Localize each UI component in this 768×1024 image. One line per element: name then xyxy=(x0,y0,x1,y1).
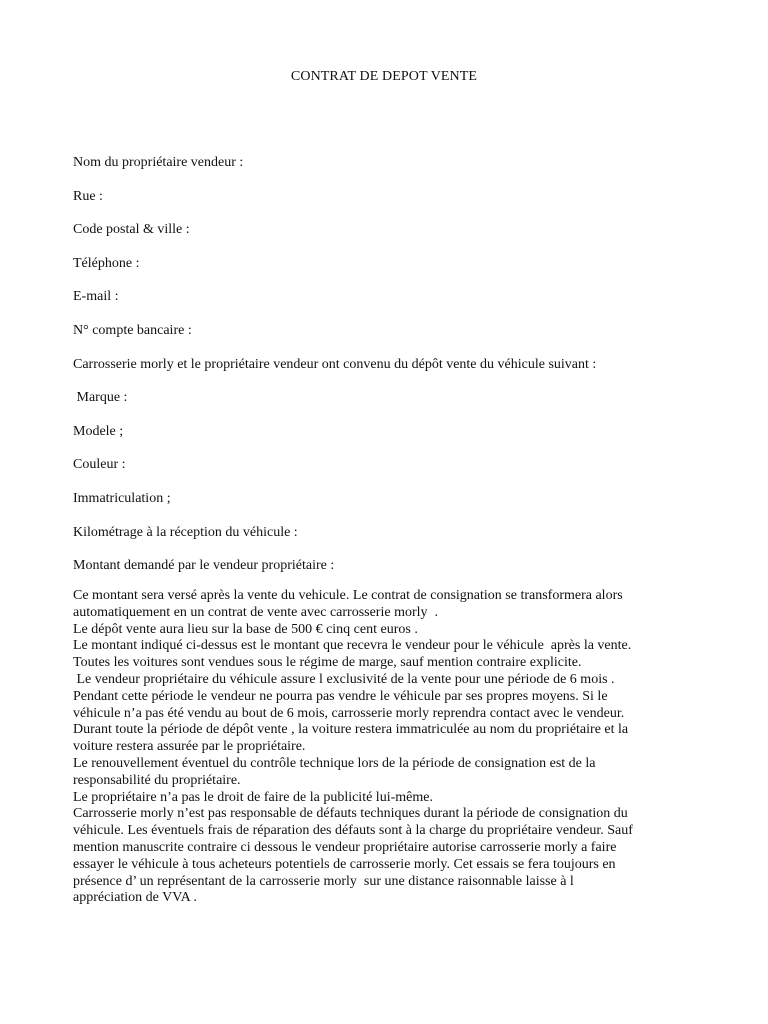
field-model: Modele ; xyxy=(73,423,124,439)
field-postal-city: Code postal & ville : xyxy=(73,222,190,238)
field-bank-account: N° compte bancaire : xyxy=(73,322,192,338)
terms-line: Ce montant sera versé après la vente du vehicule. Le contrat de consignation se transformera alors xyxy=(73,588,623,603)
terms-line: mention manuscrite contraire ci dessous le vendeur propriétaire autorise carrosserie morly a faire xyxy=(73,839,617,855)
field-email: E-mail : xyxy=(73,289,119,305)
contract-fields xyxy=(73,154,733,591)
terms-line: Carrosserie morly n’est pas responsable de défauts techniques durant la période de consignation du xyxy=(73,806,628,822)
document-title: CONTRAT DE DEPOT VENTE xyxy=(290,69,478,84)
field-street: Rue : xyxy=(73,188,103,204)
terms-line: Pendant cette période le vendeur ne pourra pas vendre le véhicule par ses propres moyens. Si le xyxy=(73,688,608,704)
field-registration: Immatriculation ; xyxy=(73,490,171,506)
terms-line: présence d’ un représentant de la carrosserie morly sur une distance raisonnable laisse à l xyxy=(73,873,574,889)
terms-line: appréciation de VVA . xyxy=(73,890,197,906)
terms-line: voiture restera assurée par le propriétaire. xyxy=(73,739,306,755)
field-phone: Téléphone : xyxy=(73,255,140,271)
terms-line: Durant toute la période de dépôt vente , la voiture restera immatriculée au nom du propriétaire et la xyxy=(73,722,629,738)
field-mileage: Kilométrage à la réception du véhicule : xyxy=(73,524,298,540)
terms-line: Le dépôt vente aura lieu sur la base de 500 € cinq cent euros . xyxy=(73,621,418,637)
terms-line: responsabilité du propriétaire. xyxy=(73,772,241,788)
terms-line: essayer le véhicule à tous acheteurs potentiels de carrosserie morly. Cet essais se fera toujours en xyxy=(73,856,616,872)
terms-line: automatiquement en un contrat de vente avec carrosserie morly . xyxy=(73,604,439,620)
field-brand: Marque : xyxy=(73,390,128,406)
terms-line: Le vendeur propriétaire du véhicule assure l exclusivité de la vente pour une période de 6 mois . xyxy=(73,671,615,687)
field-requested-amount: Montant demandé par le vendeur propriétaire : xyxy=(73,558,335,574)
field-color: Couleur : xyxy=(73,457,126,473)
contract-terms xyxy=(73,588,735,907)
agreement-statement: Carrosserie morly et le propriétaire vendeur ont convenu du dépôt vente du véhicule suivant : xyxy=(73,356,597,372)
terms-line: Le propriétaire n’a pas le droit de faire de la publicité lui-même. xyxy=(73,789,433,805)
terms-line: véhicule. Les éventuels frais de réparation des défauts sont à la charge du propriétaire vendeur. Sauf xyxy=(73,823,633,839)
terms-line: Toutes les voitures sont vendues sous le régime de marge, sauf mention contraire explicite. xyxy=(73,655,582,671)
terms-line: Le renouvellement éventuel du contrôle technique lors de la période de consignation est de la xyxy=(73,755,596,771)
terms-line: Le montant indiqué ci-dessus est le montant que recevra le vendeur pour le véhicule après la vente. xyxy=(73,638,632,654)
terms-line: véhicule n’a pas été vendu au bout de 6 mois, carrosserie morly reprendra contact avec le vendeur. xyxy=(73,705,625,721)
field-owner-name: Nom du propriétaire vendeur : xyxy=(73,155,244,170)
